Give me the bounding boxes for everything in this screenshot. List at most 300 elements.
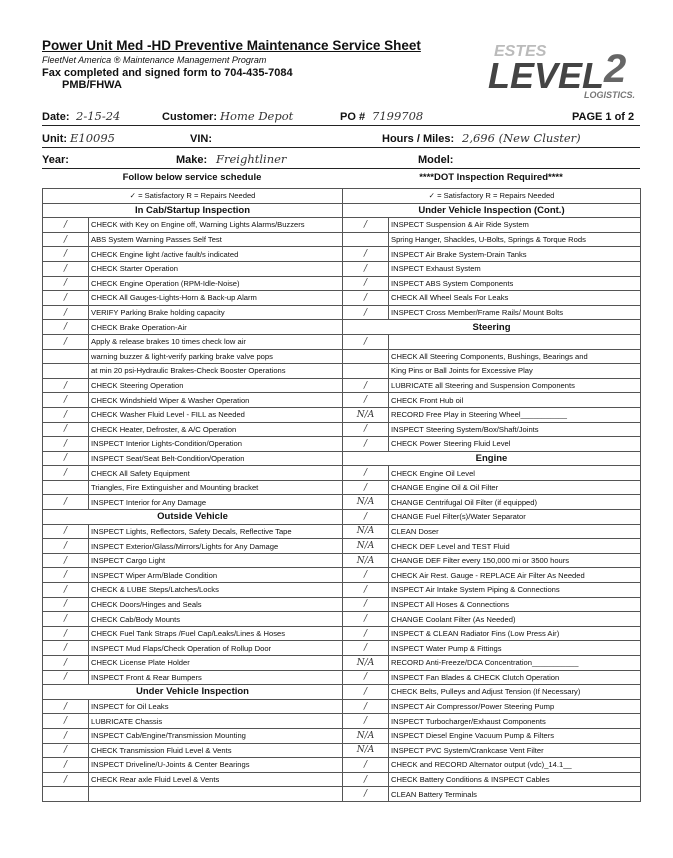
table-row	[43, 583, 641, 598]
left-item-label: INSPECT Front & Rear Bumpers	[89, 670, 343, 685]
right-check-cell[interactable]	[343, 291, 389, 306]
right-item-label: CHECK Front Hub oil	[389, 393, 641, 408]
right-item-label: CLEAN Doser	[389, 524, 641, 539]
page-indicator: PAGE 1 of 2	[572, 111, 635, 123]
right-check-cell[interactable]	[343, 378, 389, 393]
table-row	[43, 656, 641, 671]
left-item-label: INSPECT for Oil Leaks	[89, 699, 343, 714]
right-item-label: CHECK Engine Oil Level	[389, 466, 641, 481]
left-item-label: CHECK Engine light /active fault/s indicated	[89, 247, 343, 262]
right-check-mark: /	[363, 716, 368, 727]
right-item-label: CHECK and RECORD Alternator output (vdc)_14.1__	[389, 758, 641, 773]
left-check-cell[interactable]	[43, 407, 89, 422]
left-check-cell[interactable]	[43, 349, 89, 364]
right-check-mark: /	[363, 789, 368, 800]
right-check-mark: /	[363, 599, 368, 610]
right-check-cell[interactable]	[343, 568, 389, 583]
legend-row	[43, 189, 641, 204]
table-row	[43, 787, 641, 802]
table-row	[43, 422, 641, 437]
left-check-mark: /	[63, 599, 68, 610]
table-row	[43, 393, 641, 408]
right-check-mark: /	[363, 292, 368, 303]
right-item-label: CHANGE DEF Filter every 150,000 mi or 3500 hours	[389, 553, 641, 568]
right-legend-text: ✓ = Satisfactory R = Repairs Needed	[343, 189, 641, 204]
right-check-mark: N/A	[356, 745, 375, 756]
left-check-mark: /	[63, 774, 68, 785]
right-check-mark: /	[363, 628, 368, 639]
right-legend	[342, 172, 640, 183]
left-item-label: LUBRICATE Chassis	[89, 714, 343, 729]
left-check-mark: /	[63, 628, 68, 639]
left-check-cell[interactable]	[43, 276, 89, 291]
left-item-label: CHECK Cab/Body Mounts	[89, 612, 343, 627]
left-check-mark: /	[63, 468, 68, 479]
left-check-mark: /	[63, 307, 68, 318]
left-item-label: INSPECT Interior Lights-Condition/Operation	[89, 437, 343, 452]
make-value[interactable]: Freightliner	[216, 152, 287, 166]
left-legend	[42, 172, 342, 183]
right-item-label: INSPECT Exhaust System	[389, 261, 641, 276]
right-check-cell[interactable]	[343, 787, 389, 802]
right-check-cell[interactable]	[343, 758, 389, 773]
right-check-cell[interactable]	[343, 728, 389, 743]
left-item-label: CHECK Heater, Defroster, & A/C Operation	[89, 422, 343, 437]
right-item-label: INSPECT Water Pump & Fittings	[389, 641, 641, 656]
left-check-cell[interactable]	[43, 714, 89, 729]
left-check-cell[interactable]	[43, 218, 89, 233]
table-row	[43, 743, 641, 758]
form-title: Power Unit Med -HD Preventive Maintenance Service Sheet	[42, 38, 421, 53]
left-check-cell[interactable]	[43, 247, 89, 262]
left-check-mark: /	[63, 584, 68, 595]
right-item-label: INSPECT Suspension & Air Ride System	[389, 218, 641, 233]
left-check-cell[interactable]	[43, 334, 89, 349]
left-check-cell[interactable]	[43, 539, 89, 554]
left-check-cell[interactable]	[43, 232, 89, 247]
right-item-label: CHANGE Coolant Filter (As Needed)	[389, 612, 641, 627]
right-check-cell[interactable]	[343, 743, 389, 758]
left-check-mark: /	[63, 614, 68, 625]
table-row	[43, 437, 641, 452]
table-row	[43, 334, 641, 349]
table-row	[43, 728, 641, 743]
right-check-mark: N/A	[356, 555, 375, 566]
left-item-label: CHECK Engine Operation (RPM-Idle-Noise)	[89, 276, 343, 291]
right-check-mark: /	[363, 570, 368, 581]
left-section-heading: Under Vehicle Inspection	[43, 685, 343, 700]
left-check-mark: /	[63, 219, 68, 230]
right-check-cell[interactable]	[343, 495, 389, 510]
left-check-cell[interactable]	[43, 378, 89, 393]
left-check-cell[interactable]	[43, 728, 89, 743]
info-row-year	[42, 152, 640, 169]
left-check-cell[interactable]	[43, 466, 89, 481]
estes-level2-logo	[488, 38, 638, 100]
left-check-cell[interactable]	[43, 305, 89, 320]
table-row	[43, 539, 641, 554]
right-item-label: LUBRICATE all Steering and Suspension Components	[389, 378, 641, 393]
table-row	[43, 451, 641, 466]
left-item-label: INSPECT Seat/Seat Belt-Condition/Operation	[89, 451, 343, 466]
info-row-unit	[42, 131, 640, 148]
left-item-label: INSPECT Mud Flaps/Check Operation of Rollup Door	[89, 641, 343, 656]
right-item-label: CHECK DEF Level and TEST Fluid	[389, 539, 641, 554]
left-item-label: at min 20 psi-Hydraulic Brakes-Check Booster Operations	[89, 364, 343, 379]
right-check-cell[interactable]	[343, 583, 389, 598]
hours-label: Hours / Miles:	[382, 133, 455, 145]
right-check-mark: /	[363, 701, 368, 712]
table-row	[43, 685, 641, 700]
left-check-cell[interactable]	[43, 772, 89, 787]
right-check-cell[interactable]	[343, 261, 389, 276]
table-row	[43, 364, 641, 379]
right-check-cell[interactable]	[343, 656, 389, 671]
left-item-label: CHECK Doors/Hinges and Seals	[89, 597, 343, 612]
right-check-mark: /	[363, 278, 368, 289]
right-check-mark: /	[363, 468, 368, 479]
left-section-heading: In Cab/Startup Inspection	[43, 203, 343, 218]
right-item-label: INSPECT Cross Member/Frame Rails/ Mount Bolts	[389, 305, 641, 320]
logo-level-text: LEVEL	[488, 55, 605, 96]
table-row	[43, 568, 641, 583]
right-check-cell[interactable]	[343, 524, 389, 539]
right-check-cell[interactable]	[343, 699, 389, 714]
right-check-cell[interactable]	[343, 407, 389, 422]
right-check-cell[interactable]	[343, 232, 389, 247]
table-row	[43, 203, 641, 218]
right-check-mark: /	[363, 482, 368, 493]
table-row	[43, 247, 641, 262]
table-row	[43, 276, 641, 291]
left-item-label: CHECK Brake Operation-Air	[89, 320, 343, 335]
right-check-cell[interactable]	[343, 510, 389, 525]
left-check-cell[interactable]	[43, 626, 89, 641]
left-check-cell[interactable]	[43, 480, 89, 495]
table-row	[43, 626, 641, 641]
right-check-mark: N/A	[356, 409, 375, 420]
right-item-label: INSPECT ABS System Components	[389, 276, 641, 291]
right-check-mark: /	[363, 759, 368, 770]
right-item-label	[389, 334, 641, 349]
left-item-label: CHECK Steering Operation	[89, 378, 343, 393]
left-item-label: INSPECT Wiper Arm/Blade Condition	[89, 568, 343, 583]
right-item-label: CHECK All Steering Components, Bushings, Bearings and	[389, 349, 641, 364]
right-check-cell[interactable]	[343, 334, 389, 349]
left-item-label: INSPECT Cab/Engine/Transmission Mounting	[89, 728, 343, 743]
table-row	[43, 466, 641, 481]
right-item-label: CHANGE Fuel Filter(s)/Water Separator	[389, 510, 641, 525]
right-section-heading: Engine	[343, 451, 641, 466]
hours-value[interactable]: 2,696 (New Cluster)	[462, 131, 581, 145]
left-check-mark: /	[63, 453, 68, 464]
table-row	[43, 524, 641, 539]
right-check-cell[interactable]	[343, 626, 389, 641]
table-row	[43, 378, 641, 393]
date-value[interactable]: 2-15-24	[76, 109, 121, 123]
right-item-label: INSPECT Fan Blades & CHECK Clutch Operation	[389, 670, 641, 685]
right-check-mark: N/A	[356, 497, 375, 508]
left-check-cell[interactable]	[43, 568, 89, 583]
table-row	[43, 510, 641, 525]
right-check-cell[interactable]	[343, 305, 389, 320]
table-row	[43, 612, 641, 627]
po-value[interactable]: 7199708	[372, 109, 424, 123]
left-item-label: CHECK Windshield Wiper & Washer Operation	[89, 393, 343, 408]
left-item-label: CHECK All Safety Equipment	[89, 466, 343, 481]
table-row	[43, 714, 641, 729]
left-item-label: ABS System Warning Passes Self Test	[89, 232, 343, 247]
logo-logistics-text: LOGISTICS.	[584, 90, 636, 100]
right-check-mark: /	[363, 672, 368, 683]
model-label: Model:	[418, 154, 454, 166]
left-item-label: INSPECT Driveline/U-Joints & Center Bearings	[89, 758, 343, 773]
left-check-mark: /	[63, 526, 68, 537]
right-check-cell[interactable]	[343, 670, 389, 685]
right-check-cell[interactable]	[343, 539, 389, 554]
right-check-mark: N/A	[356, 541, 375, 552]
left-item-label: Apply & release brakes 10 times check low air	[89, 334, 343, 349]
left-item-label: warning buzzer & light-verify parking brake valve pops	[89, 349, 343, 364]
table-row	[43, 495, 641, 510]
right-item-label: CHECK Air Rest. Gauge - REPLACE Air Filter As Needed	[389, 568, 641, 583]
left-check-mark: /	[63, 497, 68, 508]
right-check-cell[interactable]	[343, 349, 389, 364]
year-label: Year:	[42, 154, 69, 166]
left-item-label	[89, 787, 343, 802]
right-check-cell[interactable]	[343, 714, 389, 729]
right-section-heading: Steering	[343, 320, 641, 335]
table-row	[43, 218, 641, 233]
logo-two-text: 2	[604, 47, 627, 91]
table-row	[43, 305, 641, 320]
po-label: PO #	[340, 111, 366, 123]
right-check-cell[interactable]	[343, 422, 389, 437]
right-check-mark: N/A	[356, 526, 375, 537]
program-line: FleetNet America ® Maintenance Management Program	[42, 55, 267, 65]
right-check-mark: /	[363, 336, 368, 347]
left-section-heading: Outside Vehicle	[43, 510, 343, 525]
right-check-mark: /	[363, 774, 368, 785]
left-check-mark: /	[63, 395, 68, 406]
left-check-cell[interactable]	[43, 364, 89, 379]
left-check-cell[interactable]	[43, 437, 89, 452]
left-item-label: Triangles, Fire Extinguisher and Mounting bracket	[89, 480, 343, 495]
pmb-line: PMB/FHWA	[62, 79, 122, 91]
table-row	[43, 291, 641, 306]
left-check-cell[interactable]	[43, 612, 89, 627]
table-row	[43, 232, 641, 247]
right-check-cell[interactable]	[343, 466, 389, 481]
left-item-label: CHECK & LUBE Steps/Latches/Locks	[89, 583, 343, 598]
left-item-label: INSPECT Lights, Reflectors, Safety Decals, Reflective Tape	[89, 524, 343, 539]
left-item-label: CHECK License Plate Holder	[89, 656, 343, 671]
right-item-label: INSPECT & CLEAN Radiator Fins (Low Press Air)	[389, 626, 641, 641]
customer-value[interactable]: Home Depot	[220, 109, 294, 123]
left-item-label: CHECK Transmission Fluid Level & Vents	[89, 743, 343, 758]
right-check-cell[interactable]	[343, 612, 389, 627]
left-check-cell[interactable]	[43, 291, 89, 306]
left-item-label: INSPECT Exterior/Glass/Mirrors/Lights for Any Damage	[89, 539, 343, 554]
table-row	[43, 320, 641, 335]
left-check-cell[interactable]	[43, 670, 89, 685]
left-check-cell[interactable]	[43, 495, 89, 510]
table-row	[43, 553, 641, 568]
inspection-table	[42, 188, 641, 802]
left-check-mark: /	[63, 570, 68, 581]
right-item-label: INSPECT Air Brake System-Drain Tanks	[389, 247, 641, 262]
right-check-cell[interactable]	[343, 772, 389, 787]
right-check-mark: /	[363, 424, 368, 435]
left-check-cell[interactable]	[43, 422, 89, 437]
right-item-label: Spring Hanger, Shackles, U-Bolts, Springs & Torque Rods	[389, 232, 641, 247]
left-check-mark: /	[63, 541, 68, 552]
left-legend-text: ✓ = Satisfactory R = Repairs Needed	[43, 189, 343, 204]
left-check-cell[interactable]	[43, 641, 89, 656]
right-check-mark: /	[363, 614, 368, 625]
right-item-label: CHECK Battery Conditions & INSPECT Cables	[389, 772, 641, 787]
left-check-cell[interactable]	[43, 524, 89, 539]
left-check-mark: /	[63, 263, 68, 274]
right-check-mark: /	[363, 584, 368, 595]
right-check-mark: /	[363, 395, 368, 406]
right-item-label: RECORD Anti-Freeze/DCA Concentration___________	[389, 656, 641, 671]
left-check-mark: /	[63, 278, 68, 289]
customer-label: Customer:	[162, 111, 218, 123]
left-item-label: CHECK with Key on Engine off, Warning Lights Alarms/Buzzers	[89, 218, 343, 233]
table-row	[43, 758, 641, 773]
right-dot-title: ****DOT Inspection Required****	[419, 172, 563, 183]
right-check-cell[interactable]	[343, 437, 389, 452]
left-item-label: CHECK Starter Operation	[89, 261, 343, 276]
make-label: Make:	[176, 154, 208, 166]
left-check-mark: /	[63, 672, 68, 683]
left-check-mark: /	[63, 555, 68, 566]
left-check-cell[interactable]	[43, 553, 89, 568]
left-check-mark: /	[63, 409, 68, 420]
left-check-mark: /	[63, 424, 68, 435]
table-row	[43, 699, 641, 714]
vin-label: VIN:	[190, 133, 212, 145]
left-check-cell[interactable]	[43, 656, 89, 671]
left-check-mark: /	[63, 759, 68, 770]
right-item-label: INSPECT PVC System/Crankcase Vent Filter	[389, 743, 641, 758]
right-check-mark: /	[363, 307, 368, 318]
info-row-date	[42, 109, 640, 126]
right-check-mark: /	[363, 643, 368, 654]
left-item-label: CHECK Washer Fluid Level - FILL as Needed	[89, 407, 343, 422]
right-check-cell[interactable]	[343, 597, 389, 612]
table-row	[43, 261, 641, 276]
right-check-cell[interactable]	[343, 364, 389, 379]
table-row	[43, 480, 641, 495]
left-item-label: CHECK All Gauges-Lights-Horn & Back-up Alarm	[89, 291, 343, 306]
right-check-cell[interactable]	[343, 641, 389, 656]
right-section-heading: Under Vehicle Inspection (Cont.)	[343, 203, 641, 218]
left-check-cell[interactable]	[43, 451, 89, 466]
right-item-label: INSPECT Turbocharger/Exhaust Components	[389, 714, 641, 729]
right-check-mark: /	[363, 438, 368, 449]
left-check-mark: /	[63, 380, 68, 391]
left-item-label: CHECK Rear axle Fluid Level & Vents	[89, 772, 343, 787]
right-check-mark: /	[363, 380, 368, 391]
left-check-mark: /	[63, 701, 68, 712]
table-row	[43, 772, 641, 787]
left-check-cell[interactable]	[43, 699, 89, 714]
table-row	[43, 670, 641, 685]
right-check-cell[interactable]	[343, 685, 389, 700]
left-check-mark: /	[63, 292, 68, 303]
right-check-mark: /	[363, 686, 368, 697]
left-item-label: INSPECT Interior for Any Damage	[89, 495, 343, 510]
left-check-mark: /	[63, 322, 68, 333]
right-item-label: CHECK All Wheel Seals For Leaks	[389, 291, 641, 306]
left-item-label: INSPECT Cargo Light	[89, 553, 343, 568]
right-item-label: INSPECT Diesel Engine Vacuum Pump & Filters	[389, 728, 641, 743]
table-row	[43, 641, 641, 656]
unit-value[interactable]: E10095	[70, 131, 115, 145]
form-header	[42, 38, 472, 91]
right-item-label: CLEAN Battery Terminals	[389, 787, 641, 802]
right-check-mark: /	[363, 511, 368, 522]
left-check-mark: /	[63, 657, 68, 668]
table-row	[43, 349, 641, 364]
right-check-mark: N/A	[356, 730, 375, 741]
fax-line: Fax completed and signed form to 704-435-7084	[42, 67, 293, 79]
left-schedule-title: Follow below service schedule	[122, 172, 262, 183]
unit-label: Unit:	[42, 133, 68, 145]
right-check-mark: N/A	[356, 657, 375, 668]
right-check-mark: /	[363, 219, 368, 230]
right-check-mark: /	[363, 263, 368, 274]
table-row	[43, 407, 641, 422]
left-check-cell[interactable]	[43, 261, 89, 276]
right-item-label: CHANGE Engine Oil & Oil Filter	[389, 480, 641, 495]
logo-estes-text: ESTES	[494, 43, 547, 60]
left-check-mark: /	[63, 716, 68, 727]
left-check-cell[interactable]	[43, 583, 89, 598]
left-item-label: VERIFY Parking Brake holding capacity	[89, 305, 343, 320]
left-check-mark: /	[63, 249, 68, 260]
left-check-cell[interactable]	[43, 743, 89, 758]
right-check-cell[interactable]	[343, 393, 389, 408]
left-check-mark: /	[63, 234, 68, 245]
date-label: Date:	[42, 111, 70, 123]
right-item-label: CHECK Belts, Pulleys and Adjust Tension (If Necessary)	[389, 685, 641, 700]
left-check-cell[interactable]	[43, 597, 89, 612]
right-item-label: INSPECT All Hoses & Connections	[389, 597, 641, 612]
right-item-label: RECORD Free Play in Steering Wheel___________	[389, 407, 641, 422]
right-check-cell[interactable]	[343, 480, 389, 495]
right-item-label: INSPECT Air Compressor/Power Steering Pump	[389, 699, 641, 714]
left-check-cell[interactable]	[43, 787, 89, 802]
left-item-label: CHECK Fuel Tank Straps /Fuel Cap/Leaks/Lines & Hoses	[89, 626, 343, 641]
right-check-cell[interactable]	[343, 276, 389, 291]
left-check-cell[interactable]	[43, 393, 89, 408]
left-check-cell[interactable]	[43, 320, 89, 335]
right-check-cell[interactable]	[343, 247, 389, 262]
right-check-cell[interactable]	[343, 218, 389, 233]
left-check-mark: /	[63, 336, 68, 347]
right-item-label: INSPECT Air Intake System Piping & Connections	[389, 583, 641, 598]
right-item-label: INSPECT Steering System/Box/Shaft/Joints	[389, 422, 641, 437]
left-check-cell[interactable]	[43, 758, 89, 773]
left-check-mark: /	[63, 730, 68, 741]
right-check-cell[interactable]	[343, 553, 389, 568]
table-row	[43, 597, 641, 612]
left-check-mark: /	[63, 643, 68, 654]
right-item-label: CHECK Power Steering Fluid Level	[389, 437, 641, 452]
